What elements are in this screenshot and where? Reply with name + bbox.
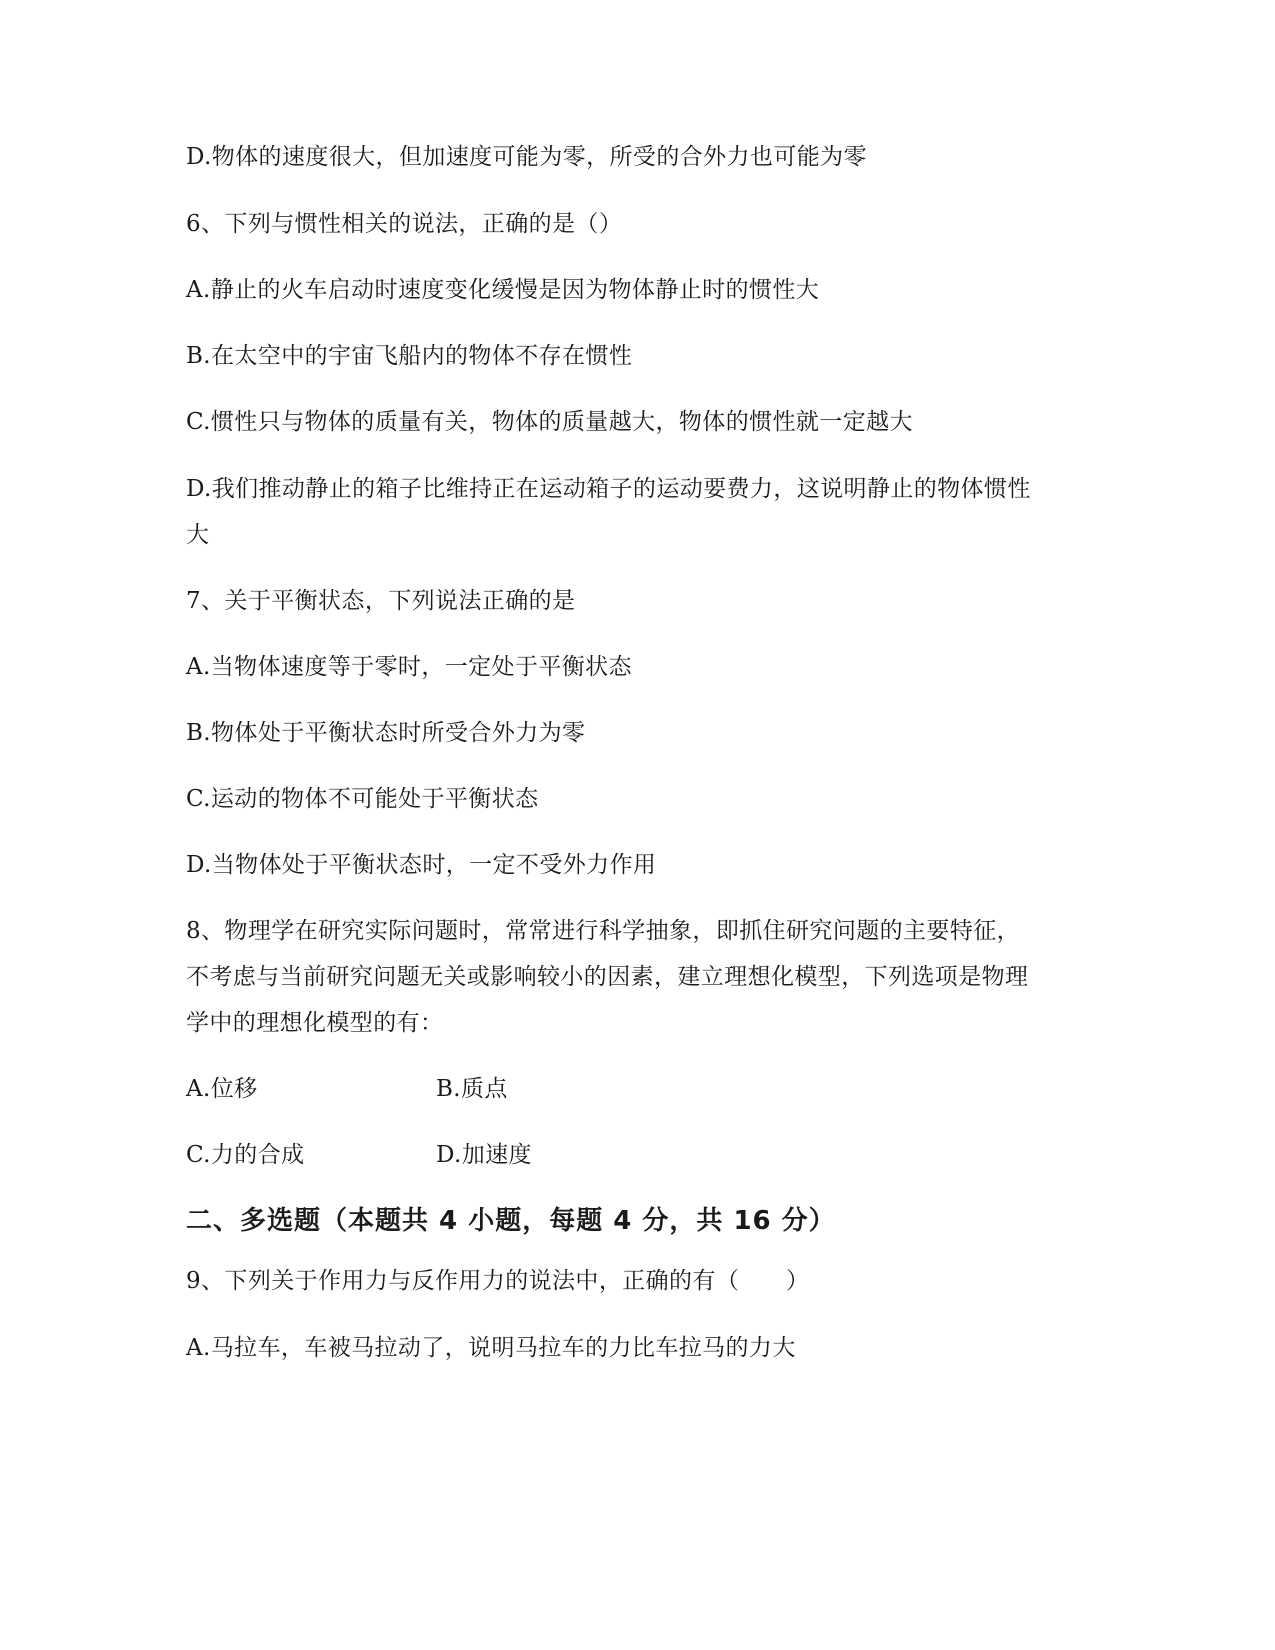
q8-option-d: D.加速度 [436,1142,532,1168]
q6-option-a: A.静止的火车启动时速度变化缓慢是因为物体静止时的惯性大 [186,277,820,303]
q6-option-d-line2: 大 [186,522,210,548]
q6-option-c: C.惯性只与物体的质量有关，物体的质量越大，物体的惯性就一定越大 [186,409,913,435]
q9-option-a: A.马拉车，车被马拉动了，说明马拉车的力比车拉马的力大 [186,1335,796,1361]
q7-option-d: D.当物体处于平衡状态时，一定不受外力作用 [186,852,657,878]
q8-option-b: B.质点 [436,1076,508,1102]
q8-stem-line3: 学中的理想化模型的有： [186,1010,444,1036]
q5-option-d: D.物体的速度很大，但加速度可能为零，所受的合外力也可能为零 [186,144,867,170]
section-heading-multiple-choice: 二、多选题（本题共 4 小题，每题 4 分，共 16 分） [186,1206,836,1236]
q6-option-b: B.在太空中的宇宙飞船内的物体不存在惯性 [186,343,633,369]
q8-option-c: C.力的合成 [186,1142,305,1168]
q7-stem: 7、关于平衡状态，下列说法正确的是 [186,588,576,614]
q7-option-c: C.运动的物体不可能处于平衡状态 [186,786,539,812]
q8-stem-line1: 8、物理学在研究实际问题时，常常进行科学抽象，即抓住研究问题的主要特征， [186,918,1021,944]
q6-option-d-line1: D.我们推动静止的箱子比维持正在运动箱子的运动要费力，这说明静止的物体惯性 [186,476,1031,502]
q8-options-row1 [186,1066,886,1113]
q8-option-a: A.位移 [186,1076,258,1102]
q8-stem-line2: 不考虑与当前研究问题无关或影响较小的因素，建立理想化模型，下列选项是物理 [186,964,1029,990]
q9-stem: 9、下列关于作用力与反作用力的说法中，正确的有（ ） [186,1268,810,1294]
q6-stem: 6、下列与惯性相关的说法，正确的是（） [186,211,623,237]
q8-options-row2 [186,1132,886,1179]
q7-option-b: B.物体处于平衡状态时所受合外力为零 [186,720,586,746]
q7-option-a: A.当物体速度等于零时，一定处于平衡状态 [186,654,632,680]
